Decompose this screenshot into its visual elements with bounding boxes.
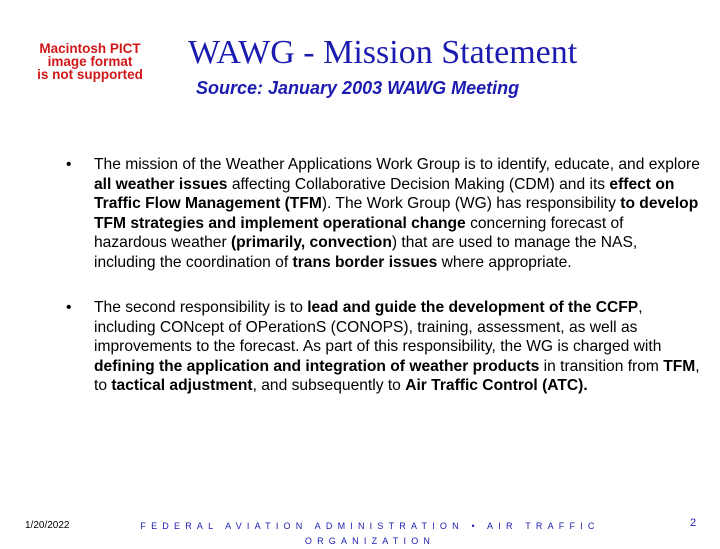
text-run-bold: tactical adjustment [111, 377, 253, 394]
text-run: S [315, 318, 327, 336]
text-run: ) that are used to manage the NAS, including the coordination of [94, 234, 638, 271]
bullet-icon: • [66, 156, 72, 173]
page-number: 2 [690, 517, 697, 529]
bullet-icon: • [66, 299, 72, 316]
bullet-text [94, 299, 700, 394]
bullet-list [60, 155, 700, 396]
text-run: , to [94, 357, 700, 394]
text-run-bold: lead and guide the development of the CCFP [307, 299, 639, 316]
text-run: where appropriate. [437, 253, 572, 271]
text-run-bold: (primarily, convection [230, 234, 392, 251]
slide-subtitle: Source: January 2003 WAWG Meeting [196, 78, 520, 98]
bullet-item [60, 298, 700, 396]
slide-title: WAWG - Mission Statement [188, 34, 578, 71]
unsupported-image-placeholder [10, 42, 170, 81]
placeholder-line: Macintosh PICT [39, 41, 141, 56]
text-run: ). The Work Group (WG) has responsibility [321, 195, 621, 212]
text-run-bold: TFM [663, 357, 696, 375]
text-run: in transition from [539, 357, 664, 375]
text-run: (CONOPS), training, assessment, as well as improvements to the forecast. As part of this responsibility, the WG is charged with [94, 318, 662, 355]
text-run-bold: to develop TFM strategies and implement operational change [94, 195, 699, 232]
text-run: The mission of the Weather Applications Work Group is to identify, educate, and explore [94, 156, 700, 173]
footer-organization: FEDERAL AVIATION ADMINISTRATION • AIR TRAFFIC ORGANIZATION [140, 521, 600, 546]
text-run: concerning forecast of hazardous weather [94, 214, 624, 251]
text-run-bold: Air Traffic Control (ATC). [405, 377, 588, 394]
placeholder-line: is not supported [37, 67, 143, 82]
footer-date: 1/20/2022 [25, 520, 70, 531]
text-run-bold: trans border issues [292, 253, 438, 271]
text-run-bold: defining the application and integration of weather products [94, 357, 540, 375]
text-run: , including CONcept of OPeration [94, 299, 643, 336]
text-run: , and subsequently to [252, 377, 406, 394]
placeholder-line: image format [47, 54, 133, 69]
text-run: affecting Collaborative Decision Making (CDM) and its [227, 175, 610, 193]
text-run: The second responsibility is to [94, 299, 308, 316]
text-run-bold: all weather issues [94, 175, 228, 193]
bullet-text [94, 156, 700, 271]
text-run-bold: effect on Traffic Flow Management (TFM [94, 175, 675, 212]
bullet-item [60, 155, 700, 272]
